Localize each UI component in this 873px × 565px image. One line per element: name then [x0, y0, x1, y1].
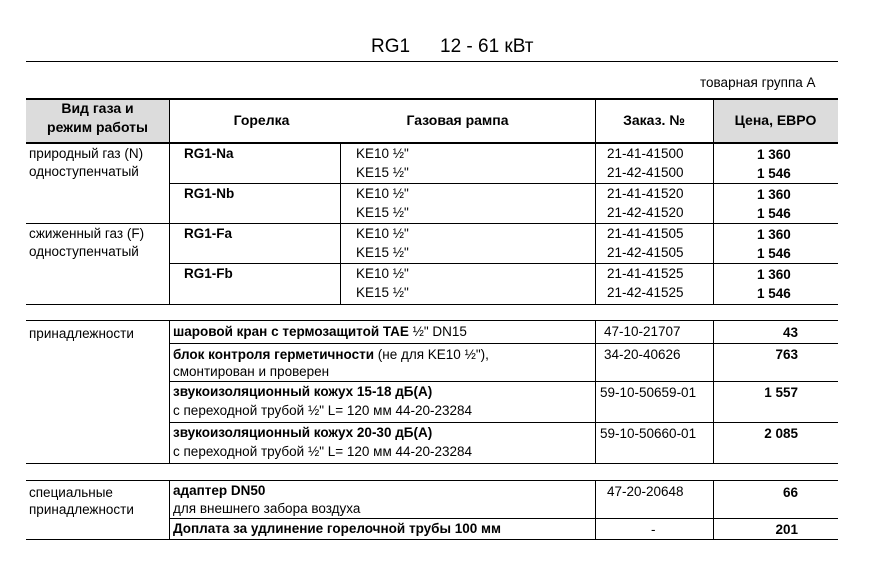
ramp-cell: KE10 ½" [356, 226, 409, 241]
order-cell: 59-10-50660-01 [600, 426, 697, 441]
header-gas-2: режим работы [47, 119, 148, 135]
row-divider [169, 518, 838, 519]
order-cell: 21-42-41520 [607, 205, 684, 220]
burner-model: RG1-Nb [184, 186, 235, 201]
header-gas-1: Вид газа и [61, 100, 134, 116]
burner-model: RG1-Fb [184, 266, 233, 281]
row-divider [26, 304, 838, 305]
header-burner: Горелка [233, 112, 290, 128]
section-top-line [26, 320, 838, 321]
col-divider [595, 320, 596, 463]
row-divider [26, 223, 838, 224]
gas-mode-natural: одноступенчатый [29, 164, 139, 179]
order-cell: 47-10-21707 [604, 324, 681, 339]
order-cell: 21-41-41520 [607, 186, 684, 201]
price-cell: 2 085 [764, 426, 798, 441]
price-cell: 43 [782, 325, 798, 340]
row-divider [169, 422, 838, 423]
accessory-note: с переходной трубой ½" L= 120 мм 44-20-23284 [173, 444, 473, 459]
price-cell: 763 [775, 347, 798, 362]
title-power: 12 - 61 кВт [440, 36, 534, 57]
ramp-cell: KE15 ½" [356, 245, 409, 260]
ramp-cell: KE15 ½" [356, 205, 409, 220]
row-divider [169, 343, 838, 344]
order-cell: 21-42-41525 [607, 285, 684, 300]
burner-model: RG1-Na [184, 146, 234, 161]
price-cell: 1 360 [757, 267, 791, 282]
price-cell: 1 360 [757, 227, 791, 242]
col-divider [169, 320, 170, 463]
special-label-2: принадлежности [29, 502, 134, 517]
col-divider [595, 480, 596, 540]
price-cell: 66 [782, 485, 798, 500]
row-divider [169, 381, 838, 382]
price-cell: 1 546 [757, 206, 791, 221]
accessory-name: звукоизоляционный кожух 20-30 дБ(A) [173, 425, 433, 440]
ramp-cell: KE10 ½" [356, 266, 409, 281]
accessory-note: с переходной трубой ½" L= 120 мм 44-20-23284 [173, 403, 473, 418]
price-cell: 1 546 [757, 166, 791, 181]
order-cell: 59-10-50659-01 [600, 385, 697, 400]
ramp-cell: KE15 ½" [356, 165, 409, 180]
section-top-line [26, 480, 838, 481]
title-model: RG1 [371, 36, 411, 57]
price-cell: 1 360 [757, 147, 791, 162]
row-divider [169, 263, 838, 264]
ramp-cell: KE10 ½" [356, 146, 409, 161]
col-divider [169, 480, 170, 540]
header-ramp: Газовая рампа [406, 112, 509, 128]
accessory-name: блок контроля герметичности (не для KE10 ½"), [173, 347, 489, 362]
order-cell: 21-41-41525 [607, 266, 684, 281]
section-bottom-line [26, 539, 838, 540]
price-cell: 1 360 [757, 187, 791, 202]
price-cell: 1 546 [757, 286, 791, 301]
accessory-name: шаровой кран с термозащитой TAE ½" DN15 [173, 324, 467, 339]
header-price: Цена, ЕВРО [734, 112, 817, 128]
gas-type-natural: природный газ (N) [29, 146, 144, 161]
accessories-label: принадлежности [29, 326, 134, 341]
order-cell: 47-20-20648 [607, 484, 684, 499]
order-cell: 34-20-40626 [604, 347, 681, 362]
accessory-note: смонтирован и проверен [173, 364, 330, 379]
price-cell: 1 546 [757, 246, 791, 261]
price-cell: 201 [775, 522, 798, 537]
accessory-name: звукоизоляционный кожух 15-18 дБ(A) [173, 384, 433, 399]
group-label: товарная группа А [700, 75, 816, 90]
special-name: Доплата за удлинение горелочной трубы 100 мм [173, 521, 502, 536]
header-bottom-line [26, 142, 838, 144]
order-cell: 21-42-41505 [607, 245, 684, 260]
row-divider [169, 183, 838, 184]
order-cell: 21-41-41505 [607, 226, 684, 241]
price-cell: 1 557 [764, 385, 798, 400]
special-name: адаптер DN50 [173, 483, 266, 498]
order-cell: - [651, 522, 656, 537]
ramp-cell: KE15 ½" [356, 285, 409, 300]
order-cell: 21-41-41500 [607, 146, 684, 161]
burner-model: RG1-Fa [184, 226, 233, 241]
special-label-1: специальные [29, 485, 113, 500]
special-note: для внешнего забора воздуха [173, 501, 361, 516]
ramp-cell: KE10 ½" [356, 186, 409, 201]
header-order: Заказ. № [623, 112, 685, 128]
gas-mode-lpg: одноступенчатый [29, 244, 139, 259]
gas-type-lpg: сжиженный газ (F) [29, 226, 145, 241]
section-bottom-line [26, 463, 838, 464]
order-cell: 21-42-41500 [607, 165, 684, 180]
divider [26, 61, 838, 62]
